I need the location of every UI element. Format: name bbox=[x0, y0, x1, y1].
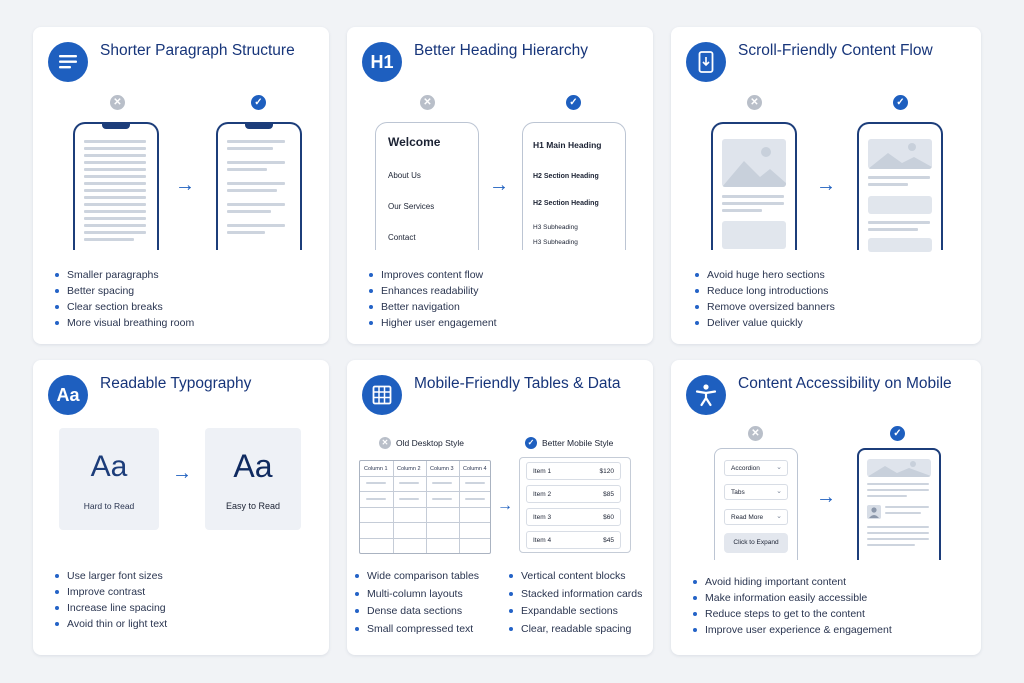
card-mobile-tables bbox=[347, 360, 653, 655]
check-icon: ✓ bbox=[890, 426, 905, 441]
chevron-down-icon: ⌄ bbox=[776, 464, 782, 471]
card-heading-hierarchy bbox=[347, 27, 653, 344]
sample-text: Aa bbox=[233, 448, 273, 484]
bullet-item: Better spacing bbox=[53, 283, 194, 299]
bullet-item: Multi-column layouts bbox=[353, 586, 479, 602]
card-title: Content Accessibility on Mobile bbox=[738, 375, 952, 392]
bullet-item: Make information easily accessible bbox=[691, 590, 892, 606]
bullet-item: More visual breathing room bbox=[53, 315, 194, 331]
accordion-item bbox=[724, 484, 788, 500]
accordion-item bbox=[724, 460, 788, 476]
list-item bbox=[526, 485, 621, 503]
heading-label: H2 Section Heading bbox=[533, 200, 599, 207]
cross-icon: ✕ bbox=[747, 95, 762, 110]
phone-before bbox=[714, 448, 798, 560]
bullet-item: Remove oversized banners bbox=[693, 299, 835, 315]
item-price: $45 bbox=[603, 537, 614, 544]
accordion-label: Read More bbox=[731, 514, 764, 521]
card-readable-typography bbox=[33, 360, 329, 655]
hero-image-placeholder bbox=[722, 139, 786, 187]
check-icon: ✓ bbox=[251, 95, 266, 110]
avatar bbox=[867, 505, 881, 519]
bullet-item: Increase line spacing bbox=[53, 600, 167, 616]
list-item bbox=[526, 531, 621, 549]
phone-before bbox=[711, 122, 797, 250]
heading-label: H1 Main Heading bbox=[533, 140, 602, 150]
desktop-table bbox=[359, 460, 491, 554]
heading-label: H3 Subheading bbox=[533, 224, 578, 231]
bullet-list bbox=[691, 574, 892, 638]
bullet-item: Smaller paragraphs bbox=[53, 267, 194, 283]
phone-after bbox=[857, 122, 943, 250]
heading-label: Welcome bbox=[388, 135, 441, 149]
item-name: Item 1 bbox=[533, 468, 552, 475]
check-icon: ✓ bbox=[893, 95, 908, 110]
bullet-item: Improve contrast bbox=[53, 584, 167, 600]
bullet-item: Clear section breaks bbox=[53, 299, 194, 315]
heading-label: About Us bbox=[388, 171, 421, 180]
bullet-list bbox=[367, 267, 497, 331]
item-price: $85 bbox=[603, 491, 614, 498]
phone-after bbox=[857, 448, 941, 560]
expand-button: Click to Expand bbox=[724, 533, 788, 553]
item-name: Item 4 bbox=[533, 537, 552, 544]
bullet-item: Use larger font sizes bbox=[53, 568, 167, 584]
sample-caption: Hard to Read bbox=[83, 501, 135, 511]
arrow-right-icon: → bbox=[489, 174, 509, 196]
typography-sample-good bbox=[205, 428, 301, 530]
item-name: Item 3 bbox=[533, 514, 552, 521]
sample-caption: Easy to Read bbox=[225, 501, 281, 511]
heading-label: H2 Section Heading bbox=[533, 173, 599, 180]
phone-before bbox=[73, 122, 159, 250]
bullet-item: Avoid huge hero sections bbox=[693, 267, 835, 283]
bullet-item: Better navigation bbox=[367, 299, 497, 315]
table-column-header: Column 1 bbox=[364, 466, 388, 472]
typography-sample-bad bbox=[59, 428, 159, 530]
accordion-item bbox=[724, 509, 788, 525]
bullet-item: Expandable sections bbox=[507, 603, 642, 619]
item-price: $120 bbox=[599, 468, 614, 475]
check-icon: ✓ bbox=[566, 95, 581, 110]
cross-icon: ✕ bbox=[420, 95, 435, 110]
card-shorter-paragraph bbox=[33, 27, 329, 344]
bullet-item: Reduce steps to get to the content bbox=[691, 606, 892, 622]
bullet-item: Wide comparison tables bbox=[353, 568, 479, 584]
bullet-item: Avoid thin or light text bbox=[53, 616, 167, 632]
arrow-right-icon: → bbox=[816, 174, 836, 196]
bullet-item: Avoid hiding important content bbox=[691, 574, 892, 590]
cross-icon: ✕ bbox=[379, 437, 391, 449]
bullet-list bbox=[53, 267, 194, 331]
bullet-list-old bbox=[353, 568, 479, 637]
item-name: Item 2 bbox=[533, 491, 552, 498]
banner-image-placeholder bbox=[867, 459, 931, 477]
phone-before bbox=[375, 122, 479, 250]
bullet-item: Higher user engagement bbox=[367, 315, 497, 331]
arrow-right-icon: → bbox=[175, 174, 195, 196]
item-price: $60 bbox=[603, 514, 614, 521]
bullet-item: Stacked information cards bbox=[507, 586, 642, 602]
accordion-label: Accordion bbox=[731, 465, 760, 472]
arrow-right-icon: → bbox=[497, 497, 513, 514]
phone-after bbox=[522, 122, 626, 250]
table-icon bbox=[362, 375, 402, 415]
bullet-item: Small compressed text bbox=[353, 621, 479, 637]
card-title: Mobile-Friendly Tables & Data bbox=[414, 375, 621, 392]
mobile-card-list bbox=[519, 457, 631, 553]
phone-scroll-icon bbox=[686, 42, 726, 82]
bullet-item: Clear, readable spacing bbox=[507, 621, 642, 637]
bullet-list bbox=[693, 267, 835, 331]
arrow-right-icon: → bbox=[172, 462, 192, 484]
old-style-label: Old Desktop Style bbox=[396, 438, 465, 448]
bullet-item: Reduce long introductions bbox=[693, 283, 835, 299]
heading-label: H3 Subheading bbox=[533, 239, 578, 246]
table-column-header: Column 2 bbox=[397, 466, 421, 472]
bullet-item: Vertical content blocks bbox=[507, 568, 642, 584]
check-icon: ✓ bbox=[525, 437, 537, 449]
banner-image-placeholder bbox=[868, 139, 932, 169]
card-title: Scroll-Friendly Content Flow bbox=[738, 42, 933, 59]
bullet-item: Improves content flow bbox=[367, 267, 497, 283]
bullet-item: Improve user experience & engagement bbox=[691, 622, 892, 638]
accessibility-icon bbox=[686, 375, 726, 415]
arrow-right-icon: → bbox=[816, 486, 836, 508]
table-column-header: Column 4 bbox=[463, 466, 487, 472]
card-title: Shorter Paragraph Structure bbox=[100, 42, 295, 59]
bullet-item: Deliver value quickly bbox=[693, 315, 835, 331]
bullet-item: Dense data sections bbox=[353, 603, 479, 619]
chevron-down-icon: ⌄ bbox=[776, 513, 782, 520]
h1-icon: H1 bbox=[362, 42, 402, 82]
list-item bbox=[526, 462, 621, 480]
card-scroll-friendly bbox=[671, 27, 981, 344]
heading-label: Contact bbox=[388, 233, 416, 242]
list-item bbox=[526, 508, 621, 526]
cross-icon: ✕ bbox=[748, 426, 763, 441]
bullet-list bbox=[53, 568, 167, 632]
chevron-down-icon: ⌄ bbox=[776, 488, 782, 495]
list-icon bbox=[48, 42, 88, 82]
table-column-header: Column 3 bbox=[430, 466, 454, 472]
bullet-item: Enhances readability bbox=[367, 283, 497, 299]
phone-after bbox=[216, 122, 302, 250]
card-title: Readable Typography bbox=[100, 375, 252, 392]
heading-label: Our Services bbox=[388, 202, 435, 211]
card-content-accessibility bbox=[671, 360, 981, 655]
accordion-label: Tabs bbox=[731, 489, 745, 496]
sample-text: Aa bbox=[90, 450, 128, 483]
bullet-list-new bbox=[507, 568, 642, 637]
cross-icon: ✕ bbox=[110, 95, 125, 110]
card-title: Better Heading Hierarchy bbox=[414, 42, 589, 59]
new-style-label: Better Mobile Style bbox=[542, 438, 614, 448]
aa-icon: Aa bbox=[48, 375, 88, 415]
